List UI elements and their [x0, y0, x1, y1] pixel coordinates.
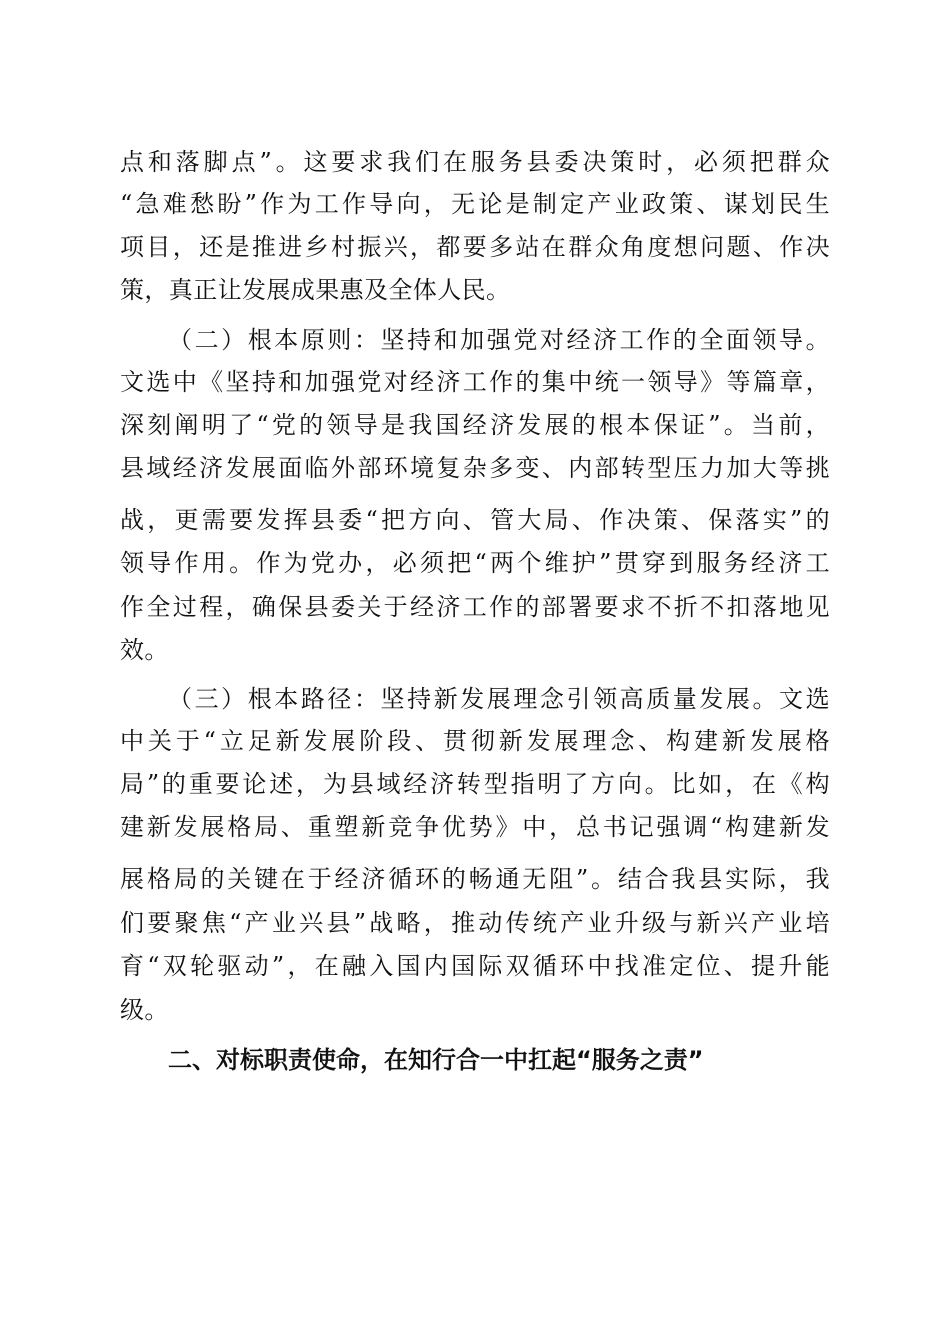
text-line: 效。 [120, 636, 169, 664]
text-line: 们要聚焦“产业兴县”战略，推动传统产业升级与新兴产业培 [120, 909, 830, 937]
text-line: 战，更需要发挥县委“把方向、管大局、作决策、保落实”的 [120, 506, 830, 534]
text-line: 深刻阐明了“党的领导是我国经济发展的根本保证”。当前， [120, 411, 830, 439]
text-line: 县域经济发展面临外部环境复杂多变、内部转型压力加大等挑 [120, 454, 830, 482]
text-line: （三）根本路径：坚持新发展理念引领高质量发展。文选 [168, 685, 830, 713]
text-line: 局”的重要论述，为县域经济转型指明了方向。比如，在《构 [120, 770, 830, 798]
text-line: 级。 [120, 996, 169, 1024]
text-line: 建新发展格局、重塑新竞争优势》中，总书记强调“构建新发 [120, 813, 830, 841]
text-line: “急难愁盼”作为工作导向，无论是制定产业政策、谋划民生 [120, 190, 830, 218]
text-line: 点和落脚点”。这要求我们在服务县委决策时，必须把群众 [120, 148, 830, 176]
text-line: 中关于“立足新发展阶段、贯彻新发展理念、构建新发展格 [120, 727, 830, 755]
text-line: 作全过程，确保县委关于经济工作的部署要求不折不扣落地见 [120, 593, 830, 621]
text-line: 展格局的关键在于经济循环的畅通无阻”。结合我县实际，我 [120, 865, 830, 893]
text-line: 策，真正让发展成果惠及全体人民。 [120, 276, 511, 304]
text-line: 项目，还是推进乡村振兴，都要多站在群众角度想问题、作决 [120, 233, 830, 261]
text-line: （二）根本原则：坚持和加强党对经济工作的全面领导。 [168, 326, 830, 354]
text-line: 领导作用。作为党办，必须把“两个维护”贯穿到服务经济工 [120, 549, 830, 577]
text-line: 育“双轮驱动”，在融入国内国际双循环中找准定位、提升能 [120, 952, 830, 980]
text-line: 文选中《坚持和加强党对经济工作的集中统一领导》等篇章， [120, 368, 830, 396]
section-heading: 二、对标职责使命，在知行合一中扛起“服务之责” [168, 1046, 704, 1074]
